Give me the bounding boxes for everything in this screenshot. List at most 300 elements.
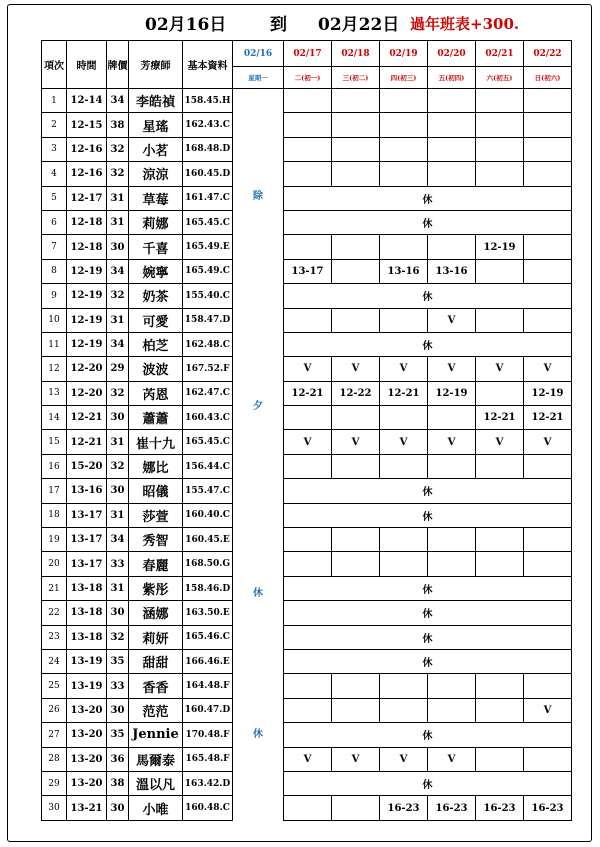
- schedule-cell: [332, 552, 380, 576]
- schedule-cell: [524, 454, 572, 478]
- row-time: 13-20: [67, 698, 107, 722]
- schedule-cell: [428, 113, 476, 137]
- rest-cell: 休: [284, 479, 572, 503]
- row-card-price: 32: [107, 284, 129, 308]
- table-row: [42, 479, 572, 503]
- row-therapist-name: 紫彤: [129, 576, 183, 600]
- schedule-cell: [476, 137, 524, 161]
- row-time: 12-19: [67, 259, 107, 283]
- schedule-cell: [428, 698, 476, 722]
- row-card-price: 32: [107, 137, 129, 161]
- schedule-cell: V: [524, 430, 572, 454]
- schedule-cell: [476, 674, 524, 698]
- table-row: [42, 698, 572, 722]
- schedule-cell: [524, 308, 572, 332]
- table-row: [42, 576, 572, 600]
- day-weekday: 六(初五): [476, 67, 524, 89]
- table-row: [42, 332, 572, 356]
- table-row: [42, 747, 572, 771]
- schedule-cell: [380, 137, 428, 161]
- table-row: [42, 771, 572, 795]
- schedule-cell: [524, 162, 572, 186]
- table-row: [42, 186, 572, 210]
- rest-cell: 休: [284, 210, 572, 234]
- schedule-cell: V: [476, 430, 524, 454]
- row-card-price: 33: [107, 552, 129, 576]
- row-index: 22: [42, 601, 67, 625]
- row-index: 16: [42, 454, 67, 478]
- row-therapist-name: 昭儀: [129, 479, 183, 503]
- schedule-cell: [428, 674, 476, 698]
- schedule-cell: [380, 454, 428, 478]
- row-therapist-name: 崔十九: [129, 430, 183, 454]
- row-time: 12-14: [67, 89, 107, 113]
- schedule-cell: [524, 552, 572, 576]
- schedule-cell: [380, 113, 428, 137]
- row-card-price: 30: [107, 601, 129, 625]
- row-therapist-name: 柏芝: [129, 332, 183, 356]
- row-index: 26: [42, 698, 67, 722]
- table-row: [42, 406, 572, 430]
- schedule-cell: V: [524, 698, 572, 722]
- table-row: [42, 284, 572, 308]
- table-row: [42, 649, 572, 673]
- row-time: 13-19: [67, 674, 107, 698]
- row-card-price: 33: [107, 674, 129, 698]
- row-info: 161.47.C: [183, 186, 233, 210]
- schedule-cell: [284, 552, 332, 576]
- rest-cell: 休: [284, 332, 572, 356]
- row-index: 5: [42, 186, 67, 210]
- row-time: 13-17: [67, 503, 107, 527]
- row-time: 12-19: [67, 284, 107, 308]
- schedule-cell: [380, 89, 428, 113]
- table-row: [42, 625, 572, 649]
- row-therapist-name: 波波: [129, 357, 183, 381]
- row-index: 17: [42, 479, 67, 503]
- row-index: 28: [42, 747, 67, 771]
- schedule-cell: [524, 113, 572, 137]
- rest-cell: 休: [284, 186, 572, 210]
- row-info: 156.44.C: [183, 454, 233, 478]
- row-index: 20: [42, 552, 67, 576]
- row-time: 13-20: [67, 747, 107, 771]
- row-card-price: 31: [107, 186, 129, 210]
- row-info: 165.45.C: [183, 430, 233, 454]
- schedule-cell: [284, 137, 332, 161]
- row-index: 21: [42, 576, 67, 600]
- row-card-price: 31: [107, 430, 129, 454]
- table-row: [42, 503, 572, 527]
- schedule-cell: 12-19: [524, 381, 572, 405]
- schedule-cell: [524, 674, 572, 698]
- row-therapist-name: 李皓禎: [129, 89, 183, 113]
- row-therapist-name: 莉妍: [129, 625, 183, 649]
- schedule-cell: [476, 113, 524, 137]
- schedule-note: 過年班表+300.: [410, 15, 520, 33]
- row-index: 7: [42, 235, 67, 259]
- holiday-side-label: 休: [253, 728, 263, 740]
- row-info: 165.46.C: [183, 625, 233, 649]
- row-time: 12-16: [67, 162, 107, 186]
- row-info: 167.52.F: [183, 357, 233, 381]
- row-card-price: 34: [107, 89, 129, 113]
- row-index: 3: [42, 137, 67, 161]
- rest-cell: 休: [284, 576, 572, 600]
- end-date: 02月22日: [318, 15, 400, 35]
- row-therapist-name: 可愛: [129, 308, 183, 332]
- rest-cell: 休: [284, 625, 572, 649]
- row-time: 12-17: [67, 186, 107, 210]
- row-info: 165.49.E: [183, 235, 233, 259]
- row-index: 13: [42, 381, 67, 405]
- row-info: 155.40.C: [183, 284, 233, 308]
- schedule-cell: [332, 113, 380, 137]
- day-date-02-20: 02/20: [428, 41, 476, 67]
- row-info: 162.43.C: [183, 113, 233, 137]
- schedule-cell: [284, 162, 332, 186]
- table-row: [42, 430, 572, 454]
- table-row: [42, 601, 572, 625]
- row-info: 170.48.F: [183, 723, 233, 747]
- table-row: [42, 796, 572, 820]
- column-card: 牌價: [107, 41, 129, 89]
- row-card-price: 35: [107, 723, 129, 747]
- row-therapist-name: 溫以凡: [129, 771, 183, 795]
- row-index: 29: [42, 771, 67, 795]
- schedule-cell: [284, 528, 332, 552]
- schedule-cell: [524, 89, 572, 113]
- row-therapist-name: 蕭蕭: [129, 406, 183, 430]
- schedule-cell: [476, 552, 524, 576]
- schedule-cell: 12-21: [524, 406, 572, 430]
- row-time: 13-19: [67, 649, 107, 673]
- schedule-cell: [380, 698, 428, 722]
- schedule-cell: [380, 552, 428, 576]
- schedule-cell: [332, 308, 380, 332]
- row-therapist-name: 千喜: [129, 235, 183, 259]
- schedule-cell: [284, 454, 332, 478]
- schedule-cell: [428, 406, 476, 430]
- row-card-price: 31: [107, 308, 129, 332]
- row-therapist-name: 芮恩: [129, 381, 183, 405]
- row-index: 8: [42, 259, 67, 283]
- holiday-side-label: 休: [253, 588, 263, 600]
- schedule-cell: V: [428, 430, 476, 454]
- rest-cell: 休: [284, 723, 572, 747]
- row-info: 160.43.C: [183, 406, 233, 430]
- row-card-price: 31: [107, 210, 129, 234]
- schedule-cell: [476, 381, 524, 405]
- schedule-cell: 12-21: [476, 406, 524, 430]
- row-therapist-name: 莎萱: [129, 503, 183, 527]
- row-therapist-name: 香香: [129, 674, 183, 698]
- row-therapist-name: 春麗: [129, 552, 183, 576]
- day-weekday: 五(初四): [428, 67, 476, 89]
- schedule-cell: [332, 259, 380, 283]
- schedule-cell: [332, 162, 380, 186]
- row-card-price: 34: [107, 528, 129, 552]
- row-therapist-name: 小茗: [129, 137, 183, 161]
- rest-cell: 休: [284, 649, 572, 673]
- schedule-cell: [428, 552, 476, 576]
- column-therapist: 芳療師: [129, 41, 183, 89]
- row-info: 165.49.C: [183, 259, 233, 283]
- row-therapist-name: 范范: [129, 698, 183, 722]
- row-therapist-name: 甜甜: [129, 649, 183, 673]
- day-date-02-22: 02/22: [524, 41, 572, 67]
- row-time: 12-21: [67, 430, 107, 454]
- table-row: [42, 674, 572, 698]
- schedule-cell: V: [428, 357, 476, 381]
- schedule-cell: V: [428, 747, 476, 771]
- table-row: [42, 89, 572, 113]
- column-time: 時間: [67, 41, 107, 89]
- row-info: 158.45.H: [183, 89, 233, 113]
- table-row: [42, 162, 572, 186]
- schedule-cell: [428, 89, 476, 113]
- row-time: 13-18: [67, 625, 107, 649]
- row-therapist-name: 涵娜: [129, 601, 183, 625]
- row-card-price: 31: [107, 503, 129, 527]
- row-card-price: 29: [107, 357, 129, 381]
- row-time: 12-20: [67, 357, 107, 381]
- schedule-cell: [332, 528, 380, 552]
- table-row: [42, 381, 572, 405]
- schedule-cell: V: [332, 357, 380, 381]
- schedule-cell: 16-23: [476, 796, 524, 820]
- row-index: 15: [42, 430, 67, 454]
- row-index: 11: [42, 332, 67, 356]
- schedule-cell: [524, 137, 572, 161]
- row-card-price: 35: [107, 649, 129, 673]
- table-row: [42, 259, 572, 283]
- schedule-cell: [380, 528, 428, 552]
- schedule-cell: [380, 406, 428, 430]
- day-date-02-16: 02/16: [233, 41, 284, 67]
- schedule-cell: [476, 454, 524, 478]
- row-info: 163.42.D: [183, 771, 233, 795]
- table-row: [42, 723, 572, 747]
- schedule-cell: V: [380, 430, 428, 454]
- schedule-table: [41, 40, 572, 821]
- row-index: 10: [42, 308, 67, 332]
- column-index: 項次: [42, 41, 67, 89]
- row-card-price: 30: [107, 479, 129, 503]
- row-info: 165.45.C: [183, 210, 233, 234]
- row-info: 160.48.C: [183, 796, 233, 820]
- row-therapist-name: 娜比: [129, 454, 183, 478]
- table-row: [42, 357, 572, 381]
- row-time: 12-19: [67, 332, 107, 356]
- schedule-cell: [476, 162, 524, 186]
- row-time: 13-17: [67, 552, 107, 576]
- schedule-cell: V: [284, 357, 332, 381]
- rest-cell: 休: [284, 503, 572, 527]
- row-therapist-name: Jennie: [129, 723, 183, 747]
- schedule-cell: [524, 747, 572, 771]
- day-date-02-17: 02/17: [284, 41, 332, 67]
- row-time: 13-21: [67, 796, 107, 820]
- schedule-cell: [332, 235, 380, 259]
- schedule-cell: [332, 698, 380, 722]
- row-time: 12-18: [67, 210, 107, 234]
- row-info: 162.48.C: [183, 332, 233, 356]
- row-card-price: 32: [107, 381, 129, 405]
- row-info: 163.50.E: [183, 601, 233, 625]
- schedule-cell: V: [332, 747, 380, 771]
- row-info: 158.47.D: [183, 308, 233, 332]
- row-card-price: 30: [107, 698, 129, 722]
- schedule-cell: V: [284, 747, 332, 771]
- row-info: 166.46.E: [183, 649, 233, 673]
- day-weekday: 星期一: [233, 67, 284, 89]
- day-date-02-21: 02/21: [476, 41, 524, 67]
- schedule-cell: [524, 259, 572, 283]
- rest-cell: 休: [284, 284, 572, 308]
- schedule-cell: [332, 454, 380, 478]
- schedule-cell: [428, 162, 476, 186]
- schedule-cell: [476, 698, 524, 722]
- schedule-cell: V: [380, 357, 428, 381]
- row-therapist-name: 馬爾泰: [129, 747, 183, 771]
- row-info: 160.47.D: [183, 698, 233, 722]
- schedule-cell: [524, 528, 572, 552]
- row-therapist-name: 草莓: [129, 186, 183, 210]
- schedule-cell: [332, 796, 380, 820]
- schedule-cell: 13-17: [284, 259, 332, 283]
- schedule-cell: [380, 674, 428, 698]
- schedule-cell: 12-21: [284, 381, 332, 405]
- rest-cell: 休: [284, 601, 572, 625]
- schedule-cell: [476, 308, 524, 332]
- row-index: 1: [42, 89, 67, 113]
- table-row: [42, 552, 572, 576]
- day-date-02-19: 02/19: [380, 41, 428, 67]
- day-weekday: 四(初三): [380, 67, 428, 89]
- schedule-cell: [284, 698, 332, 722]
- day-weekday: 三(初二): [332, 67, 380, 89]
- holiday-side-label: 除: [253, 190, 263, 202]
- row-index: 19: [42, 528, 67, 552]
- row-index: 24: [42, 649, 67, 673]
- row-info: 164.48.F: [183, 674, 233, 698]
- row-index: 18: [42, 503, 67, 527]
- row-index: 30: [42, 796, 67, 820]
- row-card-price: 32: [107, 625, 129, 649]
- row-therapist-name: 婉寧: [129, 259, 183, 283]
- row-time: 12-19: [67, 308, 107, 332]
- row-index: 23: [42, 625, 67, 649]
- holiday-column: [233, 89, 284, 821]
- schedule-cell: [380, 308, 428, 332]
- row-therapist-name: 奶茶: [129, 284, 183, 308]
- table-row: [42, 235, 572, 259]
- schedule-cell: [284, 796, 332, 820]
- schedule-cell: V: [284, 430, 332, 454]
- row-index: 12: [42, 357, 67, 381]
- row-time: 13-20: [67, 771, 107, 795]
- row-time: 13-20: [67, 723, 107, 747]
- row-therapist-name: 小唯: [129, 796, 183, 820]
- schedule-cell: V: [332, 430, 380, 454]
- table-row: [42, 308, 572, 332]
- row-info: 155.47.C: [183, 479, 233, 503]
- schedule-cell: 12-21: [380, 381, 428, 405]
- schedule-cell: 16-23: [524, 796, 572, 820]
- row-time: 13-17: [67, 528, 107, 552]
- row-therapist-name: 涼涼: [129, 162, 183, 186]
- schedule-cell: [284, 406, 332, 430]
- schedule-cell: [380, 162, 428, 186]
- schedule-cell: V: [428, 308, 476, 332]
- schedule-cell: [428, 528, 476, 552]
- row-index: 2: [42, 113, 67, 137]
- row-card-price: 38: [107, 771, 129, 795]
- schedule-cell: [332, 137, 380, 161]
- row-time: 12-18: [67, 235, 107, 259]
- day-date-02-18: 02/18: [332, 41, 380, 67]
- row-info: 160.40.C: [183, 503, 233, 527]
- holiday-side-label: 夕: [253, 401, 263, 413]
- schedule-cell: V: [524, 357, 572, 381]
- schedule-cell: V: [380, 747, 428, 771]
- row-card-price: 34: [107, 259, 129, 283]
- row-card-price: 34: [107, 332, 129, 356]
- schedule-cell: [332, 674, 380, 698]
- schedule-cell: [332, 406, 380, 430]
- row-card-price: 32: [107, 454, 129, 478]
- row-info: 168.50.G: [183, 552, 233, 576]
- schedule-cell: 12-19: [476, 235, 524, 259]
- row-time: 15-20: [67, 454, 107, 478]
- row-index: 9: [42, 284, 67, 308]
- row-time: 13-18: [67, 601, 107, 625]
- row-therapist-name: 秀智: [129, 528, 183, 552]
- row-time: 12-21: [67, 406, 107, 430]
- table-row: [42, 528, 572, 552]
- table-row: [42, 137, 572, 161]
- schedule-cell: [476, 89, 524, 113]
- row-time: 13-16: [67, 479, 107, 503]
- row-info: 160.45.E: [183, 528, 233, 552]
- column-info: 基本資料: [183, 41, 233, 89]
- row-info: 162.47.C: [183, 381, 233, 405]
- row-time: 12-15: [67, 113, 107, 137]
- schedule-cell: V: [476, 357, 524, 381]
- schedule-cell: 13-16: [428, 259, 476, 283]
- table-row: [42, 113, 572, 137]
- row-index: 6: [42, 210, 67, 234]
- schedule-cell: [428, 235, 476, 259]
- row-index: 14: [42, 406, 67, 430]
- row-card-price: 30: [107, 406, 129, 430]
- schedule-cell: [476, 259, 524, 283]
- schedule-cell: [284, 89, 332, 113]
- to-label: 到: [270, 15, 287, 35]
- row-card-price: 38: [107, 113, 129, 137]
- schedule-cell: [428, 454, 476, 478]
- row-card-price: 32: [107, 162, 129, 186]
- schedule-cell: 12-19: [428, 381, 476, 405]
- start-date: 02月16日: [145, 15, 227, 35]
- schedule-cell: 16-23: [428, 796, 476, 820]
- schedule-cell: [284, 308, 332, 332]
- row-info: 160.45.D: [183, 162, 233, 186]
- row-card-price: 31: [107, 576, 129, 600]
- schedule-cell: [524, 235, 572, 259]
- schedule-cell: [476, 528, 524, 552]
